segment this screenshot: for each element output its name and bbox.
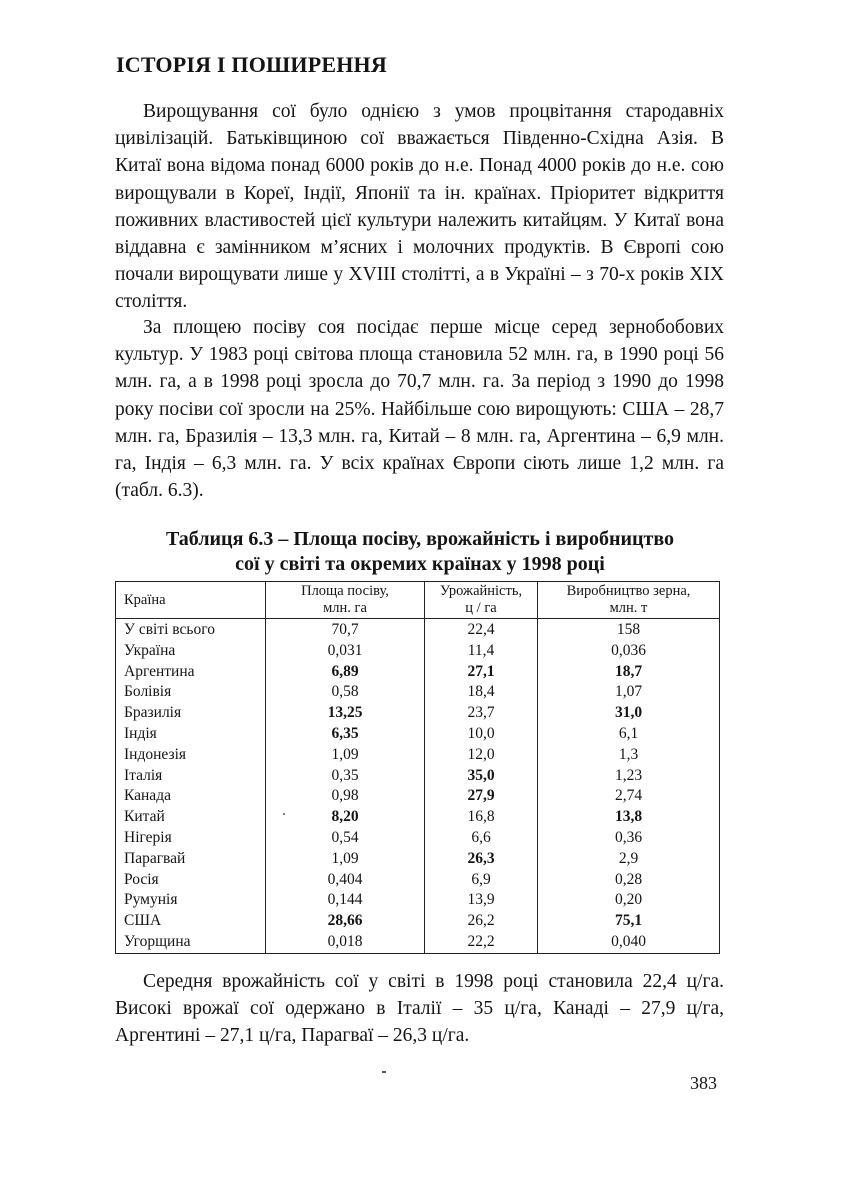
cell-production: 31,0 — [538, 703, 720, 724]
cell-country: США — [116, 911, 266, 932]
cell-country: Нігерія — [116, 828, 266, 849]
table-caption-line-1: Таблиця 6.3 – Площа посіву, врожайність і виробництво — [165, 528, 675, 550]
cell-yield: 18,4 — [425, 682, 538, 703]
header-country-label: Країна — [124, 591, 166, 608]
cell-country: Румунія — [116, 890, 266, 911]
table-caption-line-2: сої у світі та окремих країнах у 1998 році — [235, 553, 605, 575]
cell-yield: 6,9 — [425, 870, 538, 891]
cell-production: 2,9 — [538, 849, 720, 870]
paragraph-yield — [115, 968, 724, 1050]
cell-production: 1,23 — [538, 766, 720, 787]
table-row — [116, 911, 720, 932]
cell-area: 0,54 — [266, 828, 425, 849]
cell-yield: 23,7 — [425, 703, 538, 724]
cell-area: 8,20 — [266, 807, 425, 828]
header-country — [116, 582, 266, 619]
cell-country: Китай — [116, 807, 266, 828]
print-speck — [283, 813, 285, 815]
cell-country: Угорщина — [116, 932, 266, 953]
cell-yield: 16,8 — [425, 807, 538, 828]
table-header-row — [116, 582, 720, 619]
paragraph-history-text: Вирощування сої було однією з умов процвітання стародавніх цивілізацій. Батьківщиною сої вважається Південно-Східна Азія. В Китаї вона відома понад 6000 років до н.е. Понад 4000 років до н.е. сою вирощували в Кореї, Індії, Японії та ін. країнах. Пріоритет відкриття поживних властивостей цієї культури належить китайцям. У Китаї вона віддавна є замінником м’ясних і молочних продуктів. В Європі сою почали вирощувати лише у XVIII столітті, а в Україні – з 70-х років XIX століття. — [115, 101, 724, 313]
cell-area: 28,66 — [266, 911, 425, 932]
page-number: 383 — [690, 1073, 717, 1093]
print-speck — [382, 1071, 386, 1073]
cell-area: 0,58 — [266, 682, 425, 703]
cell-area: 0,35 — [266, 766, 425, 787]
table-row — [116, 870, 720, 891]
cell-country: Болівія — [116, 682, 266, 703]
table-row — [116, 828, 720, 849]
table-row — [116, 682, 720, 703]
cell-country: Індонезія — [116, 745, 266, 766]
table-row — [116, 766, 720, 787]
cell-production: 0,040 — [538, 932, 720, 953]
cell-production: 1,07 — [538, 682, 720, 703]
paragraph-area-text: За площею посіву соя посідає перше місце серед зернобобових культур. У 1983 році світова площа становила 52 млн. га, в 1990 році 56 млн. га, а в 1998 році зросла до 70,7 млн. га. За період з 1990 до 1998 року посіви сої зросли на 25%. Найбільше сою вирощують: США – 28,7 млн. га, Бразилія – 13,3 млн. га, Китай – 8 млн. га, Аргентина – 6,9 млн. га, Індія – 6,3 млн. га. У всіх країнах Європи сіють лише 1,2 млн. га (табл. 6.3). — [115, 317, 724, 502]
cell-yield: 12,0 — [425, 745, 538, 766]
cell-country: Парагвай — [116, 849, 266, 870]
cell-area: 13,25 — [266, 703, 425, 724]
cell-yield: 35,0 — [425, 766, 538, 787]
cell-country: Росія — [116, 870, 266, 891]
header-production-line-1: Виробництво зерна, — [566, 583, 691, 599]
cell-yield: 26,2 — [425, 911, 538, 932]
table-row — [116, 641, 720, 662]
header-production-line-2: млн. т — [609, 600, 648, 616]
header-area-line-1: Площа посіву, — [301, 583, 389, 599]
table-body — [116, 619, 720, 954]
cell-area: 1,09 — [266, 849, 425, 870]
header-yield-line-2: ц / га — [465, 600, 497, 616]
table-row — [116, 807, 720, 828]
cell-area: 1,09 — [266, 745, 425, 766]
cell-production: 18,7 — [538, 662, 720, 683]
table-row — [116, 786, 720, 807]
cell-production: 2,74 — [538, 786, 720, 807]
cell-production: 0,28 — [538, 870, 720, 891]
paragraph-area — [115, 314, 724, 504]
cell-area: 0,98 — [266, 786, 425, 807]
table-header — [116, 582, 720, 619]
table-row — [116, 849, 720, 870]
cell-yield: 6,6 — [425, 828, 538, 849]
cell-production: 0,36 — [538, 828, 720, 849]
cell-area: 0,018 — [266, 932, 425, 953]
cell-area: 0,031 — [266, 641, 425, 662]
table-row — [116, 932, 720, 953]
table-row — [116, 745, 720, 766]
header-production — [538, 582, 720, 619]
cell-country: Аргентина — [116, 662, 266, 683]
table-row — [116, 724, 720, 745]
cell-production: 13,8 — [538, 807, 720, 828]
cell-yield: 22,4 — [425, 619, 538, 641]
section-heading: ІСТОРІЯ І ПОШИРЕННЯ — [116, 52, 387, 77]
cell-country: Канада — [116, 786, 266, 807]
cell-yield: 27,9 — [425, 786, 538, 807]
cell-country: Італія — [116, 766, 266, 787]
cell-area: 6,35 — [266, 724, 425, 745]
cell-country: Україна — [116, 641, 266, 662]
cell-yield: 26,3 — [425, 849, 538, 870]
cell-production: 0,20 — [538, 890, 720, 911]
cell-yield: 10,0 — [425, 724, 538, 745]
cell-area: 6,89 — [266, 662, 425, 683]
cell-production: 6,1 — [538, 724, 720, 745]
cell-area: 70,7 — [266, 619, 425, 641]
cell-production: 75,1 — [538, 911, 720, 932]
header-yield-line-1: Урожайність, — [439, 583, 523, 599]
cell-production: 158 — [538, 619, 720, 641]
cell-area: 0,404 — [266, 870, 425, 891]
cell-yield: 27,1 — [425, 662, 538, 683]
cell-country: У світі всього — [116, 619, 266, 641]
cell-production: 0,036 — [538, 641, 720, 662]
table-row — [116, 619, 720, 641]
paragraph-history — [115, 98, 724, 316]
cell-area: 0,144 — [266, 890, 425, 911]
table-row — [116, 662, 720, 683]
cell-country: Індія — [116, 724, 266, 745]
paragraph-yield-text: Середня врожайність сої у світі в 1998 році становила 22,4 ц/га. Високі врожаї сої одержано в Італії – 35 ц/га, Канаді – 27,9 ц/га, Аргентині – 27,1 ц/га, Парагваї – 26,3 ц/га. — [115, 971, 724, 1047]
table-row — [116, 890, 720, 911]
cell-country: Бразилія — [116, 703, 266, 724]
header-area-line-2: млн. га — [323, 600, 367, 616]
table-row — [116, 703, 720, 724]
cell-yield: 13,9 — [425, 890, 538, 911]
cell-production: 1,3 — [538, 745, 720, 766]
header-yield — [425, 582, 538, 619]
table-caption — [100, 527, 740, 577]
header-area — [266, 582, 425, 619]
cell-yield: 11,4 — [425, 641, 538, 662]
soy-production-table — [115, 581, 720, 954]
cell-yield: 22,2 — [425, 932, 538, 953]
